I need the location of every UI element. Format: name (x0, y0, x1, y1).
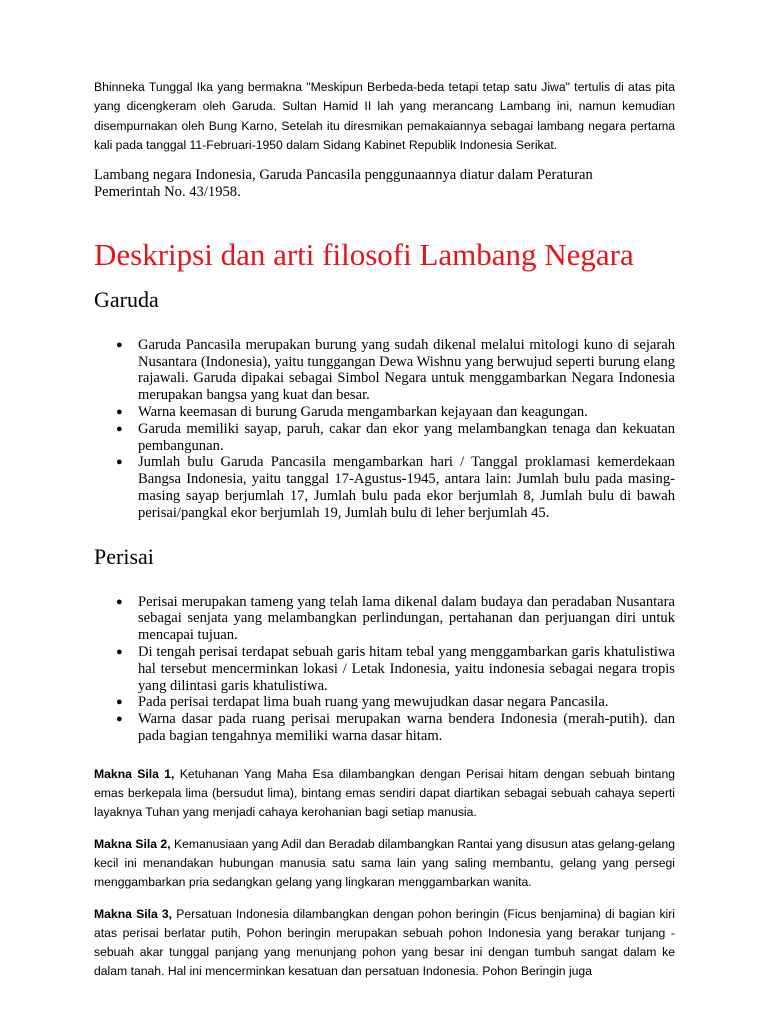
makna-lead: Makna Sila 1, (94, 766, 175, 781)
makna-text: Persatuan Indonesia dilambangkan dengan pohon beringin (Ficus benjamina) di bagian kiri atas perisai berlatar putih, Pohon beringin merupakan sebuah pohon Indonesia yang berakar tunjang - sebuah akar tunggal panjang yang menunjang pohon yang besar ini dengan tumbuh sangat dalam ke dalam tanah. Hal ini mencerminkan kesatuan dan persatuan Indonesia. Pohon Beringin juga (94, 906, 676, 979)
makna-text: Ketuhanan Yang Maha Esa dilambangkan dengan Perisai hitam dengan sebuah bintang emas berkepala lima (bersudut lima), bintang emas sendiri dapat diartikan sebagai sebuah cahaya seperti layaknya Tuhan yang menjadi cahaya kerohanian bagi setiap manusia. (94, 766, 676, 820)
list-item-text: Pada perisai terdapat lima buah ruang yang mewujudkan dasar negara Pancasila. (138, 694, 609, 711)
bullet-icon: ● (116, 645, 123, 658)
list-item (116, 403, 675, 421)
makna-lead: Makna Sila 3, (94, 906, 173, 921)
list-item (116, 336, 675, 404)
bullet-icon: ● (116, 595, 123, 608)
bullet-icon: ● (116, 422, 123, 435)
garuda-list (94, 337, 675, 522)
list-item-text: Garuda Pancasila merupakan burung yang sudah dikenal melalui mitologi kuno di sejarah Nusantara (Indonesia), yaitu tunggangan Dewa Wishnu yang berwujud seperti burung elang rajawali. Garuda dipakai sebagai Simbol Negara untuk menggambarkan Negara Indonesia merupakan bangsa yang kuat dan besar. (138, 336, 675, 404)
list-item (116, 694, 675, 711)
list-item-text: Warna keemasan di burung Garuda mengambarkan kejayaan dan keagungan. (138, 403, 588, 420)
list-item (116, 643, 675, 694)
makna-text: Kemanusiaan yang Adil dan Beradab dilambangkan Rantai yang disusun atas gelang-gelang kecil ini menandakan hubungan manusia satu sama lain yang saling membantu, gelang yang persegi menggambarkan pria sedangkan gelang yang lingkaran menggambarkan wanita. (94, 836, 676, 890)
list-item-text: Perisai merupakan tameng yang telah lama dikenal dalam budaya dan peradaban Nusantara sebagai senjata yang melambangkan perlindungan, pertahanan dan perjuangan diri untuk mencapai tujuan. (138, 593, 675, 644)
bullet-icon: ● (116, 456, 123, 469)
intro-paragraph-2: Lambang negara Indonesia, Garuda Pancasila penggunaannya diatur dalam Peraturan Pemerintah No. 43/1958. (94, 167, 593, 200)
makna-sila-3 (94, 905, 675, 982)
bullet-icon: ● (116, 696, 123, 709)
intro-paragraph-1: Bhinneka Tunggal Ika yang bermakna "Meskipun Berbeda-beda tetapi tetap satu Jiwa" tertulis di atas pita yang dicengkeram oleh Garuda. Sultan Hamid II lah yang merancang Lambang ini, namun kemudian disempurnakan oleh Bung Karno, Setelah itu diresmikan pemakaiannya sebagai lambang negara pertama kali pada tanggal 11-Februari-1950 dalam Sidang Kabinet Republik Indonesia Serikat. (94, 80, 675, 152)
section-title-garuda: Garuda (94, 286, 159, 312)
list-item-text: Jumlah bulu Garuda Pancasila mengambarkan hari / Tanggal proklamasi kemerdekaan Bangsa Indonesia, yaitu tanggal 17-Agustus-1945, antara lain: Jumlah bulu pada masing-masing sayap berjumlah 17, Jumlah bulu pada ekor berjumlah 8, Jumlah bulu di bawah perisai/pangkal ekor berjumlah 19, Jumlah bulu di leher berjumlah 45. (138, 454, 675, 521)
makna-sila-2 (94, 835, 675, 893)
list-item (116, 593, 675, 644)
bullet-icon: ● (116, 405, 123, 418)
bullet-icon: ● (116, 338, 123, 351)
list-item-text: Warna dasar pada ruang perisai merupakan warna bendera Indonesia (merah-putih). dan pada bagian tengahnya memiliki warna dasar hitam. (138, 711, 675, 744)
makna-lead: Makna Sila 2, (94, 836, 171, 851)
list-item-text: Garuda memiliki sayap, paruh, cakar dan ekor yang melambangkan tenaga dan kekuatan pembangunan. (138, 420, 675, 454)
list-item (116, 454, 675, 521)
document-page (94, 78, 675, 982)
list-item (116, 711, 675, 745)
main-heading: Deskripsi dan arti filosofi Lambang Negara (94, 236, 634, 272)
section-title-perisai: Perisai (94, 543, 154, 569)
list-item (116, 420, 675, 455)
list-item-text: Di tengah perisai terdapat sebuah garis hitam tebal yang menggambarkan garis khatulistiwa hal tersebut mencerminkan lokasi / Letak Indonesia, yaitu indonesia sebagai negara tropis yang dilintasi garis khatulistiwa. (138, 643, 675, 694)
bullet-icon: ● (116, 713, 123, 726)
perisai-list (94, 594, 675, 745)
makna-sila-1 (94, 765, 675, 823)
